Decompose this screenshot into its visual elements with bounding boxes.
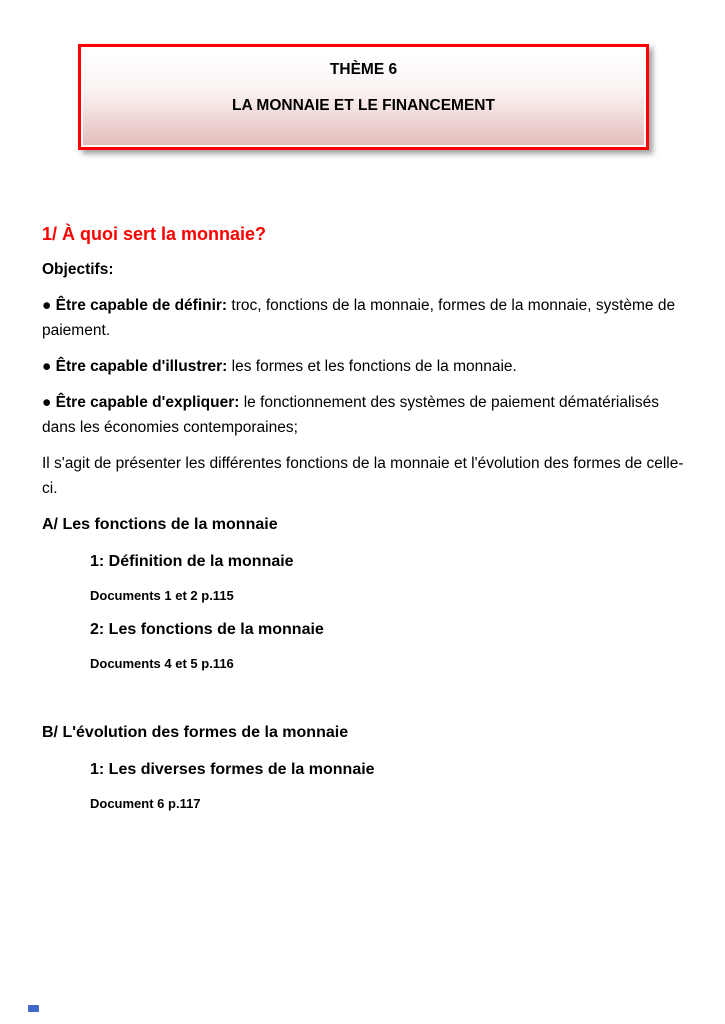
objective-bullet-expliquer xyxy=(42,390,687,440)
bullet-lead: Être capable d'illustrer: xyxy=(51,358,228,375)
section-b-sub-1: 1: Les diverses formes de la monnaie xyxy=(90,761,375,778)
section-b-docref-1: Document 6 p.117 xyxy=(90,796,201,811)
footer-link-fragment[interactable] xyxy=(28,1005,39,1012)
bullet-lead: Être capable d'expliquer: xyxy=(51,394,240,411)
section-a-title: A/ Les fonctions de la monnaie xyxy=(42,516,278,533)
section-a-docref-2: Documents 4 et 5 p.116 xyxy=(90,656,234,671)
theme-title-box xyxy=(78,44,649,150)
intro-paragraph: Il s'agit de présenter les différentes fonctions de la monnaie et l'évolution des formes de celle-ci. xyxy=(42,455,684,497)
bullet-text: les formes et les fonctions de la monnaie. xyxy=(227,358,517,375)
section-b-title: B/ L'évolution des formes de la monnaie xyxy=(42,724,349,741)
objectives-label: Objectifs: xyxy=(42,261,114,278)
section-heading: 1/ À quoi sert la monnaie? xyxy=(42,224,267,244)
theme-number: THÈME 6 xyxy=(329,61,398,78)
section-a-docref-1: Documents 1 et 2 p.115 xyxy=(90,588,234,603)
bullet-text: troc, fonctions de la monnaie, formes de la monnaie, système de paiement. xyxy=(42,297,676,339)
objective-bullet-illustrer xyxy=(42,354,687,379)
bullet-text: le fonctionnement des systèmes de paiement dématérialisés dans les économies contemporaines; xyxy=(42,394,659,436)
document-content xyxy=(42,0,687,814)
bullet-icon: ● xyxy=(42,297,52,314)
section-a-sub-1: 1: Définition de la monnaie xyxy=(90,553,294,570)
objective-bullet-definir xyxy=(42,293,687,343)
bullet-icon: ● xyxy=(42,358,52,375)
theme-title: LA MONNAIE ET LE FINANCEMENT xyxy=(232,97,495,114)
bullet-lead: Être capable de définir: xyxy=(51,297,228,314)
section-a-sub-2: 2: Les fonctions de la monnaie xyxy=(90,621,324,638)
bullet-icon: ● xyxy=(42,394,52,411)
